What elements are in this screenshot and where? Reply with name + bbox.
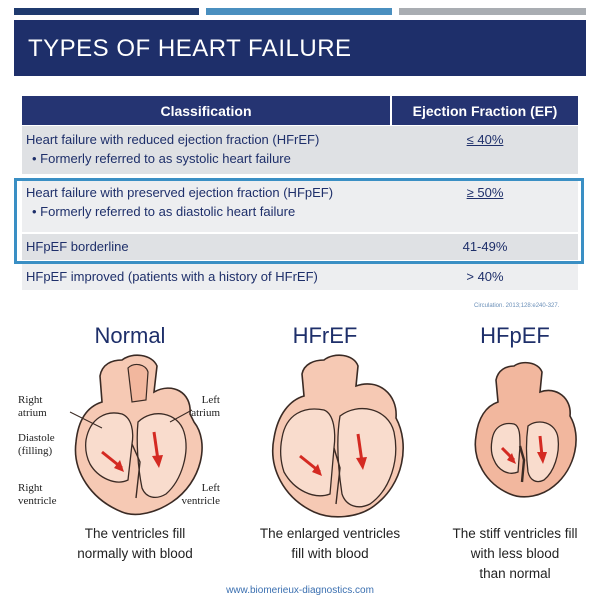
row-ef: ≥ 50% (466, 185, 504, 200)
citation: Circulation. 2013;128:e240-327. (474, 303, 560, 309)
top-accent-bar-gray (399, 8, 586, 15)
hfpef-heart-illustration (464, 360, 584, 510)
row-ef: ≤ 40% (466, 132, 504, 147)
top-accent-bar-blue (206, 8, 392, 15)
row-ef: 41-49% (462, 239, 508, 254)
label-right-ventricle: Right ventricle (18, 482, 57, 507)
row-note: • Formerly referred to as diastolic heart failure (32, 204, 296, 219)
label-left-atrium: Left atrium (191, 394, 220, 419)
hfpef-highlight-box (14, 178, 584, 264)
slide-title: TYPES OF HEART FAILURE (28, 35, 352, 62)
row-note: • Formerly referred to as systolic heart failure (32, 151, 291, 166)
label-left-ventricle: Left ventricle (181, 482, 220, 507)
panel-heading-hfpef: HFpEF (480, 323, 550, 348)
top-accent-bar-navy (14, 8, 199, 15)
header-ejection-fraction: Ejection Fraction (EF) (392, 96, 578, 125)
label-right-atrium: Right atrium (18, 394, 47, 419)
label-diastole: Diastole (filling) (18, 432, 55, 457)
row-classification: HFpEF borderline (26, 239, 129, 254)
caption-hfpef: The stiff ventricles fill with less blood than normal (452, 526, 578, 581)
row-classification: HFpEF improved (patients with a history of HFrEF) (26, 269, 318, 284)
header-classification: Classification (22, 96, 390, 125)
panel-heading-hfref: HFrEF (292, 323, 358, 348)
hfref-heart-illustration (262, 352, 412, 522)
panel-heading-normal: Normal (94, 323, 166, 348)
row-ef: > 40% (466, 269, 504, 284)
row-classification: Heart failure with preserved ejection fraction (HFpEF) (26, 185, 334, 200)
caption-hfref: The enlarged ventricles fill with blood (259, 526, 401, 561)
footer-website[interactable]: www.biomerieux-diagnostics.com (226, 585, 374, 596)
title-band (14, 20, 586, 76)
caption-normal: The ventricles fill normally with blood (77, 526, 193, 561)
row-classification: Heart failure with reduced ejection fraction (HFrEF) (26, 132, 320, 147)
